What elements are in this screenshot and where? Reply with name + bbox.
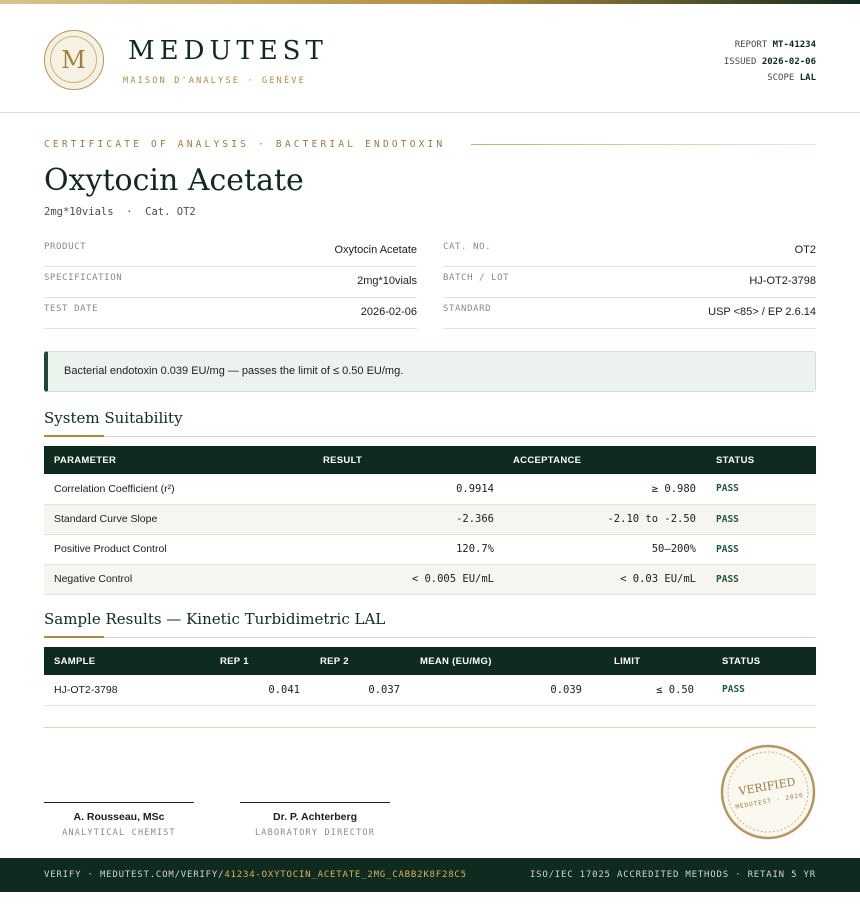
section-accent bbox=[44, 636, 104, 638]
document-eyebrow: CERTIFICATE OF ANALYSIS · BACTERIAL ENDOTOXIN bbox=[44, 139, 446, 150]
cell-acceptance: ≥ 0.980 bbox=[504, 474, 706, 504]
cell-limit: ≤ 0.50 bbox=[592, 675, 704, 705]
status-badge: PASS bbox=[706, 534, 816, 564]
cell-acceptance: -2.10 to -2.50 bbox=[504, 504, 706, 534]
table-header-row bbox=[44, 446, 816, 474]
section-rule bbox=[44, 436, 816, 437]
signatory-role: LABORATORY DIRECTOR bbox=[254, 828, 376, 838]
seal-main-text: VERIFIED bbox=[737, 775, 797, 798]
signature-block-chemist bbox=[44, 802, 194, 838]
header bbox=[0, 4, 860, 113]
product-title: Oxytocin Acetate bbox=[44, 163, 304, 198]
column-header: REP 2 bbox=[310, 647, 410, 675]
cell-sample: HJ-OT2-3798 bbox=[44, 675, 210, 705]
cell-parameter: Standard Curve Slope bbox=[44, 504, 314, 534]
callout-text: Bacterial endotoxin 0.039 EU/mg — passes the limit of ≤ 0.50 EU/mg. bbox=[64, 365, 404, 377]
cell-result: 0.9914 bbox=[314, 474, 504, 504]
signatory-name: Dr. P. Achterberg bbox=[272, 811, 358, 823]
table-row bbox=[44, 504, 816, 534]
sample-results-table bbox=[44, 647, 816, 706]
footer-bar bbox=[0, 858, 860, 892]
eyebrow-divider bbox=[471, 144, 816, 145]
table-row bbox=[44, 564, 816, 594]
cell-mean: 0.039 bbox=[410, 675, 592, 705]
column-header: REP 1 bbox=[210, 647, 310, 675]
accreditation-note: ISO/IEC 17025 ACCREDITED METHODS · RETAIN 5 YR bbox=[529, 870, 816, 880]
meta-scope: SCOPE LAL bbox=[767, 73, 816, 83]
column-header: STATUS bbox=[706, 446, 816, 474]
brand-tagline: MAISON D'ANALYSE · GENÈVE bbox=[123, 76, 306, 86]
logo-monogram: M bbox=[50, 36, 97, 83]
result-callout bbox=[44, 351, 816, 392]
detail-test-date: TEST DATE 2026-02-06 bbox=[44, 298, 417, 329]
column-header: SAMPLE bbox=[44, 647, 210, 675]
status-badge: PASS bbox=[706, 474, 816, 504]
meta-report: REPORT MT-41234 bbox=[734, 40, 816, 50]
signature-divider bbox=[44, 727, 816, 728]
detail-standard: STANDARD USP <85> / EP 2.6.14 bbox=[443, 298, 816, 329]
detail-cat-no: CAT. NO. OT2 bbox=[443, 236, 816, 267]
suitability-table bbox=[44, 446, 816, 595]
detail-batch-lot: BATCH / LOT HJ-OT2-3798 bbox=[443, 267, 816, 298]
detail-specification: SPECIFICATION 2mg*10vials bbox=[44, 267, 417, 298]
brand-name: MEDUTEST bbox=[128, 36, 328, 66]
verify-link[interactable]: VERIFY · MEDUTEST.COM/VERIFY/41234-OXYTOCIN_ACETATE_2MG_CABB2K8F28C5 bbox=[44, 870, 467, 880]
cell-rep2: 0.037 bbox=[310, 675, 410, 705]
verify-code: 41234-OXYTOCIN_ACETATE_2MG_CABB2K8F28C5 bbox=[224, 870, 467, 880]
cell-rep1: 0.041 bbox=[210, 675, 310, 705]
product-subtitle: 2mg*10vials · Cat. OT2 bbox=[44, 206, 196, 218]
column-header: PARAMETER bbox=[44, 446, 314, 474]
cell-result: -2.366 bbox=[314, 504, 504, 534]
seal-sub-text: MEDUTEST · 2026 bbox=[734, 791, 805, 811]
section-title-suitability: System Suitability bbox=[44, 409, 183, 427]
table-header-row bbox=[44, 647, 816, 675]
column-header: RESULT bbox=[314, 446, 504, 474]
cell-parameter: Correlation Coefficient (r²) bbox=[44, 474, 314, 504]
signatory-name: A. Rousseau, MSc bbox=[73, 811, 165, 823]
column-header: ACCEPTANCE bbox=[504, 446, 706, 474]
signatory-role: ANALYTICAL CHEMIST bbox=[62, 828, 176, 838]
column-header: STATUS bbox=[704, 647, 816, 675]
meta-issued: ISSUED 2026-02-06 bbox=[723, 56, 816, 67]
cell-parameter: Negative Control bbox=[44, 564, 314, 594]
cell-result: < 0.005 EU/mL bbox=[314, 564, 504, 594]
section-rule bbox=[44, 637, 816, 638]
section-title-samples: Sample Results — Kinetic Turbidimetric LAL bbox=[44, 610, 386, 628]
section-accent bbox=[44, 435, 104, 437]
verified-seal bbox=[720, 744, 816, 840]
report-meta bbox=[724, 37, 816, 87]
column-header: MEAN (EU/MG) bbox=[410, 647, 592, 675]
table-row bbox=[44, 474, 816, 504]
status-badge: PASS bbox=[706, 564, 816, 594]
signature-block-director bbox=[240, 802, 390, 838]
detail-product: PRODUCT Oxytocin Acetate bbox=[44, 236, 417, 267]
status-badge: PASS bbox=[706, 504, 816, 534]
status-badge: PASS bbox=[704, 675, 816, 705]
logo bbox=[44, 30, 104, 90]
cell-acceptance: < 0.03 EU/mL bbox=[504, 564, 706, 594]
cell-acceptance: 50–200% bbox=[504, 534, 706, 564]
cell-result: 120.7% bbox=[314, 534, 504, 564]
table-row bbox=[44, 675, 816, 705]
table-row bbox=[44, 534, 816, 564]
cell-parameter: Positive Product Control bbox=[44, 534, 314, 564]
column-header: LIMIT bbox=[592, 647, 704, 675]
